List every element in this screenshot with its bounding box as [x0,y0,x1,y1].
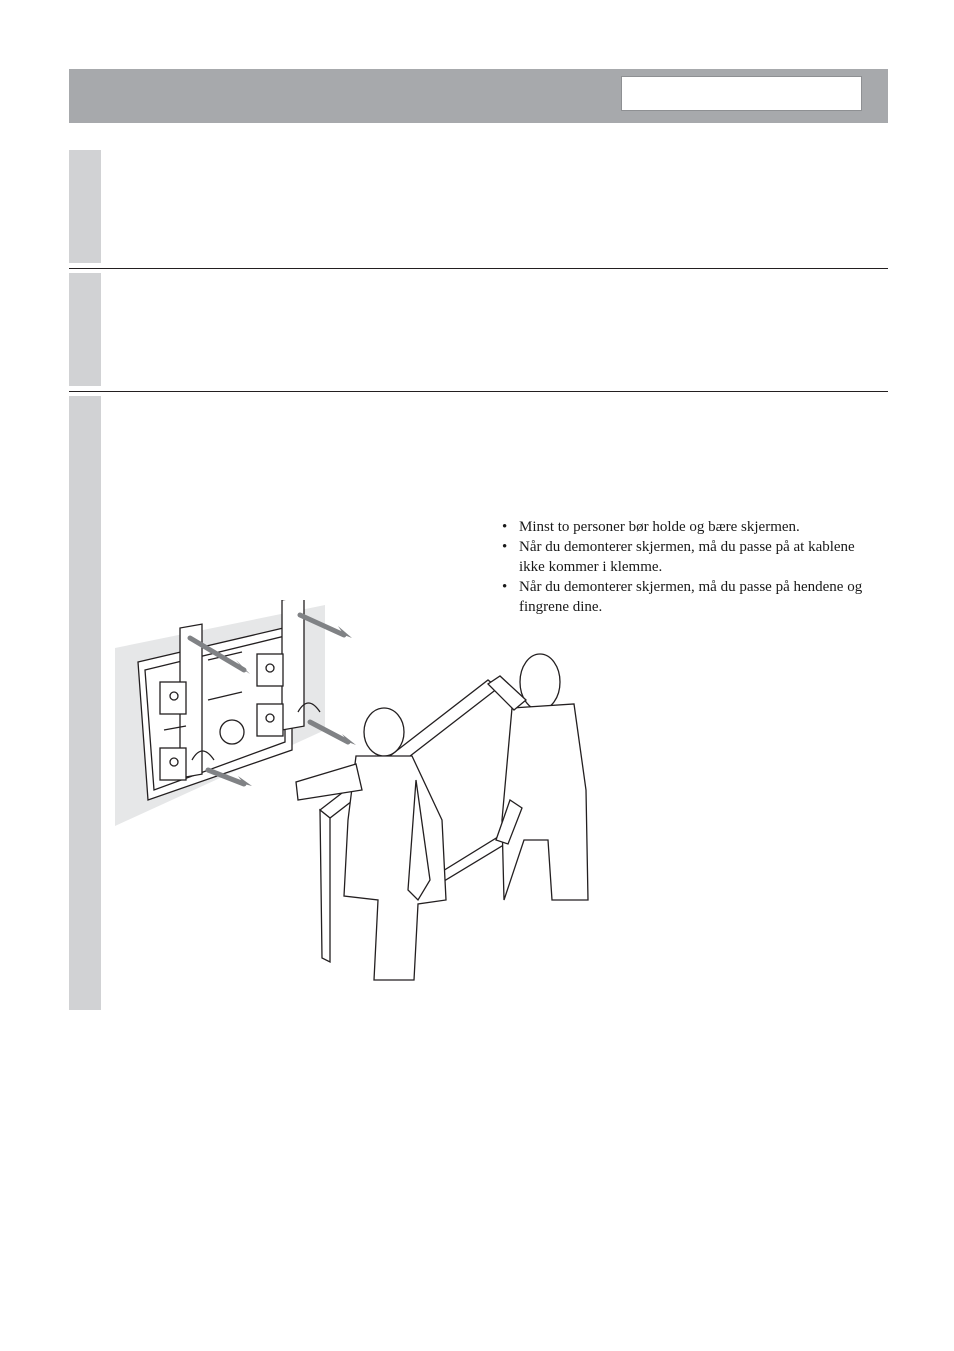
step-tab-1 [69,150,101,263]
note-item: • Når du demonterer skjermen, må du passe på at kablene ikke kommer i klemme. [502,537,872,577]
note-item: • Når du demonterer skjermen, må du passe på hendene og fingrene dine. [502,577,872,617]
step-tab-2 [69,273,101,386]
person-silhouette-icon [296,708,446,980]
removal-illustration [112,600,602,985]
step-divider-1 [69,268,888,269]
section-title-box [621,76,862,111]
note-item: • Minst to personer bør holde og bære skjermen. [502,517,872,537]
person-silhouette-icon [488,654,588,900]
section-header-bar [69,69,888,123]
step-divider-2 [69,391,888,392]
step-tab-3 [69,396,101,1010]
